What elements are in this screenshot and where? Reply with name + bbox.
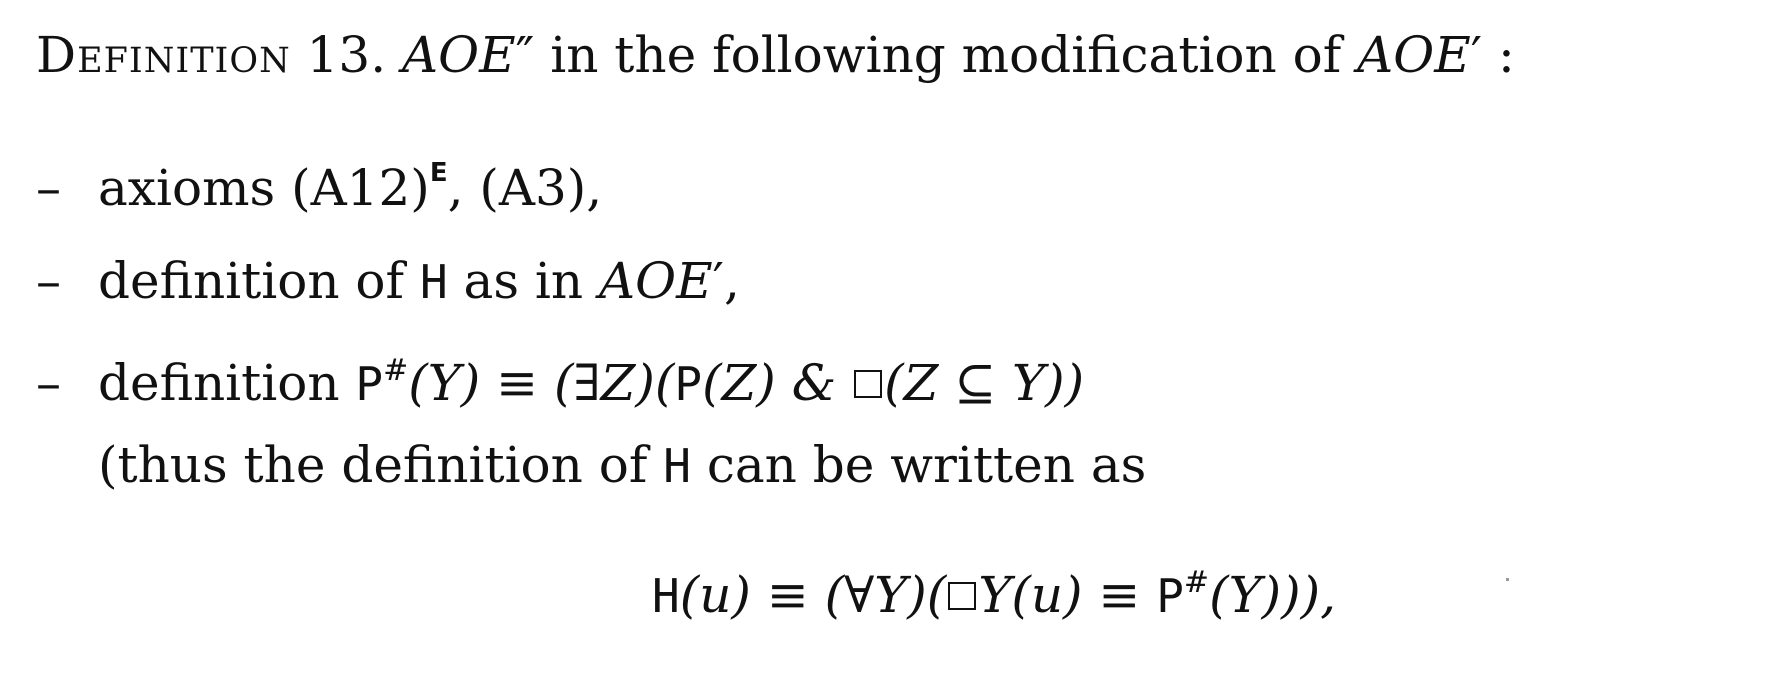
system-name: AOE	[598, 252, 713, 310]
bullet-dash: –	[36, 159, 61, 217]
system-name-primary: AOE	[402, 26, 516, 84]
definition-p-formula-c: (Z ⊆ Y))	[884, 354, 1085, 412]
formula-symbol-p: P	[1156, 569, 1184, 623]
box-operator-icon	[948, 582, 976, 610]
list-item-definition-h	[36, 252, 740, 310]
definition-number: 13.	[306, 26, 387, 84]
definition-intro-text: in the following modification of	[534, 26, 1358, 84]
formula-part-b: Y(u) ≡	[978, 566, 1157, 624]
list-item-axioms	[36, 158, 603, 217]
definition-intro-end: :	[1482, 26, 1515, 84]
formula-part-c: (Y))),	[1209, 566, 1336, 624]
definition-p-formula-a: (Y) ≡ (∃Z)(	[408, 354, 675, 412]
definition-heading-line	[36, 26, 1515, 84]
box-operator-icon	[854, 370, 882, 398]
formula-p-superscript: #	[1183, 565, 1210, 600]
symbol-p-inner: P	[674, 357, 703, 411]
definition-label: Definition	[36, 26, 291, 84]
display-formula	[652, 565, 1336, 624]
definition-h-text-end: ,	[723, 252, 740, 310]
system-name-secondary: AOE	[1357, 26, 1471, 84]
scan-speck	[1506, 578, 1509, 581]
p-superscript: #	[383, 353, 409, 388]
formula-symbol-h: H	[652, 569, 680, 623]
symbol-h: H	[419, 255, 448, 309]
definition-p-formula-b: (Z) &	[702, 354, 853, 412]
list-item-continuation	[98, 436, 1147, 494]
system-mark: ′	[712, 252, 724, 310]
symbol-p: P	[355, 357, 384, 411]
definition-h-text: definition of	[98, 252, 420, 310]
bullet-dash: –	[36, 354, 61, 412]
axiom-superscript: E	[429, 158, 448, 188]
bullet-dash: –	[36, 252, 61, 310]
system-secondary-mark: ′	[1470, 26, 1483, 84]
axioms-text: axioms (A12)	[98, 159, 430, 217]
continuation-text: (thus the definition of	[98, 436, 664, 494]
definition-p-text: definition	[98, 354, 356, 412]
system-primary-mark: ″	[515, 26, 535, 84]
formula-part-a: (u) ≡ (∀Y)(	[679, 566, 947, 624]
axioms-text-end: , (A3),	[447, 159, 603, 217]
continuation-text-end: can be written as	[690, 436, 1147, 494]
list-item-definition-p	[36, 353, 1085, 412]
symbol-h: H	[663, 439, 691, 493]
definition-h-text-mid: as in	[447, 252, 599, 310]
